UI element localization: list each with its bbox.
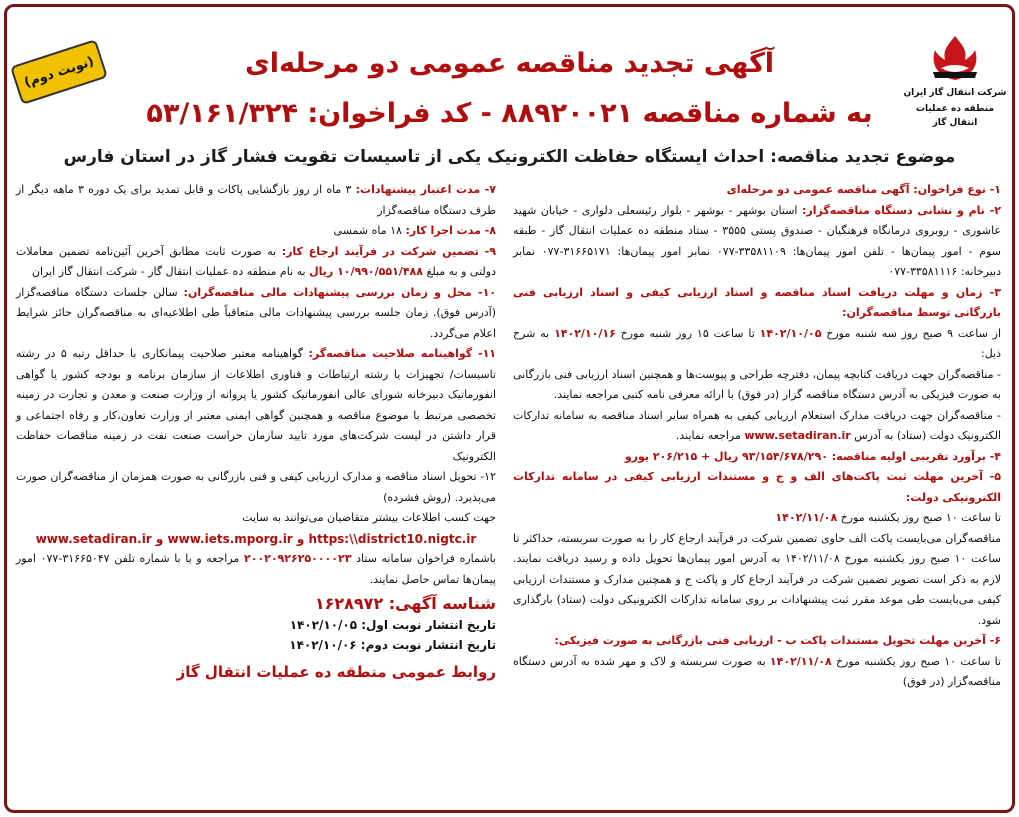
section-7-heading: ۷- مدت اعتبار پیشنهادات: (355, 183, 496, 196)
section-11 (16, 344, 496, 467)
second-publication-badge: (نوبت دوم) (10, 39, 108, 105)
section-6-address: به صورت سربسته و لاک و مهر شده به آدرس دستگاه مناقصه‌گزار (در فوق) (513, 654, 1001, 688)
section-10 (16, 283, 496, 345)
section-6-text (513, 652, 1001, 693)
right-column (513, 180, 1001, 693)
section-9-heading: ۹- تضمین شرکت در فرآیند ارجاع کار: (281, 244, 496, 258)
tender-number-title: به شماره مناقصه ۸۸۹۲۰۰۲۱ - کد فراخوان: ۵۳/۱۶۱/۳۲۴ (146, 98, 873, 129)
section-5-deadline (513, 508, 1001, 529)
section-11-heading: ۱۱- گواهینامه صلاحیت مناقصه‌گر: (308, 347, 496, 360)
section-8-text: ۱۸ ماه شمسی (333, 224, 402, 237)
section-12: ۱۲- تحویل اسناد مناقصه و مدارک ارزیابی کیفی و فنی بازرگانی به صورت همزمان از مناقصه‌گران صورت می‌پذیرد. (روش فشرده) (16, 470, 496, 504)
section-7 (16, 180, 496, 221)
section-3-date-start: ۱۴۰۲/۱۰/۰۵ (759, 326, 822, 340)
section-5-heading: ۵- آخرین مهلت ثبت پاکت‌های الف و ج و مستندات ارزیابی کیفی در سامانه تدارکات الکترونیکی دولت: (513, 470, 1001, 504)
contact-phone: مراجعه و یا با شماره تلفن ۳۱۶۶۵۰۴۷-۰۷۷ امور پیمان‌ها تماس حاصل نمایند. (16, 552, 496, 586)
company-logo (901, 32, 1009, 130)
section-10-heading: ۱۰- محل و زمان بررسی پیشنهادات مالی مناقصه‌گران: (183, 285, 496, 299)
public-relations-signature: روابط عمومی منطقه ده عملیات انتقال گاز (176, 662, 496, 681)
section-3-to: تا ساعت ۱۵ روز شنبه مورخ (620, 326, 755, 340)
section-2-text: استان بوشهر - بوشهر - بلوار رئیسعلی دلواری - خیابان شهید عاشوری - روبروی درمانگاه فرهنگیان - صندوق پستی ۳۵۵۵ - ستاد منطقه ده عملیات انتقال گاز - طبقه سوم - امور پیمان‌ها - تلفن امور پیمان‌ها: ۳۳۵۸۱۱۰۹-۰۷۷ نمابر امور پیمان‌ها: ۳۱۶۶۵۱۷۱-۰۷۷ نمابر دبیرخانه: ۳۳۵۸۱۱۱۶-۰۷۷ (513, 203, 1001, 278)
section-5-time: تا ساعت ۱۰ صبح روز یکشنبه مورخ (840, 511, 1001, 524)
company-name: شرکت انتقال گاز ایران (903, 88, 1007, 98)
section-10-text: سالن جلسات دستگاه مناقصه‌گزار (آدرس فوق). زمان جلسه بررسی پیشنهادات مالی متعاقباً طی اطلاعیه‌ای به مناقصه‌گران حائز شرایط اعلام می‌گردد. (16, 285, 496, 340)
section-6-heading: ۶- آخرین مهلت تحویل مستندات پاکت ب - ارزیابی فنی بازرگانی به صورت فیزیکی: (554, 634, 1001, 647)
section-6-date: ۱۴۰۲/۱۱/۰۸ (769, 654, 832, 668)
section-4-heading: ۴- برآورد تقریبی اولیه مناقصه: ۹۳/۱۵۴/۶۷۸/۲۹۰ ریال + ۲۰۶/۲۱۵ یورو (624, 449, 1001, 463)
gas-flame-logo-icon (925, 32, 985, 84)
section-7-text: ۳ ماه از روز بازگشایی پاکات و قابل تمدید برای یک دوره ۳ ماهه دیگر از طرف دستگاه مناقصه‌گزار (16, 183, 496, 217)
second-publication-date: تاریخ انتشار نوبت دوم: ۱۴۰۲/۱۰/۰۶ (289, 638, 496, 652)
section-1-heading: ۱- نوع فراخوان: آگهی مناقصه عمومی دو مرحله‌ای (726, 183, 1001, 196)
section-3-para-1: - مناقصه‌گران جهت دریافت کتابچه پیمان، دفترچه طراحی و پیوست‌ها و همچنین اسناد ارزیابی فنی بازرگانی به صورت فیزیکی به آدرس دستگاه مناقصه گزار (در فوق) با ارائه معرفی نامه کتبی مراجعه نمایند. (513, 367, 1001, 401)
section-3-from: از ساعت ۹ صبح روز سه شنبه مورخ (826, 326, 1002, 340)
section-8-heading: ۸- مدت اجرا کار: (405, 224, 496, 237)
section-8 (16, 221, 496, 242)
section-9-text: به صورت ثابت مطابق آخرین آئین‌نامه تضمین معاملات دولتی و به مبلغ (16, 244, 496, 278)
section-3-heading: ۳- زمان و مهلت دریافت اسناد مناقصه و اسناد ارزیابی کیفی و اسناد ارزیابی فنی بازرگانی توسط مناقصه‌گران: (513, 285, 1001, 319)
section-3-para-2-text: - مناقصه‌گران جهت دریافت مدارک استعلام ارزیابی کیفی به همراه سایر اسناد مناقصه به سامانه تدارکات الکترونیک دولت (ستاد) به آدرس (513, 408, 1001, 442)
section-3-intro: به شرح ذیل: (513, 326, 1001, 360)
section-3-dates (513, 324, 1001, 365)
section-3-date-end: ۱۴۰۲/۱۰/۱۶ (554, 326, 616, 340)
ad-identifier: شناسه آگهی: ۱۶۲۸۹۷۲ (314, 594, 496, 613)
section-9 (16, 242, 496, 283)
section-9-beneficiary: به نام منطقه ده عملیات انتقال گاز - شرکت انتقال گاز ایران (31, 265, 306, 278)
call-number: ۲۰۰۲۰۹۲۶۲۵۰۰۰۰۲۳ (243, 552, 352, 565)
company-region: منطقه ده عملیات انتقال گاز (915, 104, 995, 128)
section-3-para-2 (513, 406, 1001, 447)
left-column (16, 180, 496, 682)
section-5-date: ۱۴۰۲/۱۱/۰۸ (775, 511, 838, 524)
section-3-para-2-end: مراجعه نمایند. (675, 429, 741, 442)
section-5-text: مناقصه‌گران می‌بایست پاکت الف حاوی تضمین شرکت در فرآیند ارجاع کار را به صورت سربسته، حداکثر تا ساعت ۱۰ صبح روز یکشنبه مورخ ۱۴۰۲/۱۱/۰۸ به آدرس امور پیمان‌ها تحویل داده و رسید دریافت نمایند. لازم به ذکر است تصویر تضمین شرکت در فرآیند ارجاع کار و پاکت ج و همچنین مدارک و مستندات ارزیابی کیفی می‌بایست طی موعد مقرر ثبت پیشنهادات بر روی سامانه تدارکات الکترونیکی دولت (ستاد) بارگذاری شود. (513, 531, 1001, 627)
setadiran-link[interactable]: www.setadiran.ir (744, 429, 851, 442)
contact-text: باشماره فراخوان سامانه ستاد (356, 552, 496, 565)
contact-line (16, 549, 496, 590)
ad-title: آگهی تجدید مناقصه عمومی دو مرحله‌ای (244, 48, 775, 79)
more-info: جهت کسب اطلاعات بیشتر متقاضیان می‌توانند به سایت (242, 511, 496, 524)
tender-subject: موضوع تجدید مناقصه: احداث ایستگاه حفاظت الکترونیک یکی از تاسیسات تقویت فشار گاز در استان فارس (63, 147, 956, 167)
section-6-time: تا ساعت ۱۰ صبح روز یکشنبه مورخ (835, 654, 1001, 668)
section-11-text: گواهینامه معتبر صلاحیت پیمانکاری با حداقل رتبه ۵ در رشته تاسیسات/ تجهیزات یا رشته ارتباطات و فناوری اطلاعات از سازمان برنامه و بودجه کشور یا گواهی انفورماتیک دبیرخانه شورای عالی انفورماتیک کشور یا پروانه از وزارت صنعت و معدن و تجارت در زمینه تخصصی مرتبط با موضوع مناقصه و همچنین گواهی ایمنی معتبر از وزارت تعاون،کار و رفاه اجتماعی و قرار داشتن در لیست شرکت‌های مورد تایید سازمان حراست صنعت نفت در زمینه مناقصات حفاظت الکترونیک (16, 347, 496, 463)
guarantee-amount: ۱۰/۹۹۰/۵۵۱/۴۸۸ ریال (309, 265, 423, 278)
first-publication-date: تاریخ انتشار نوبت اول: ۱۴۰۲/۱۰/۰۵ (289, 617, 496, 632)
section-2-heading: ۲- نام و نشانی دستگاه مناقصه‌گزار: (801, 203, 1002, 217)
website-links[interactable]: www.setadiran.ir و www.iets.mporg.ir و https:\\district10.nigtc.ir (35, 531, 477, 546)
section-2 (513, 201, 1001, 283)
